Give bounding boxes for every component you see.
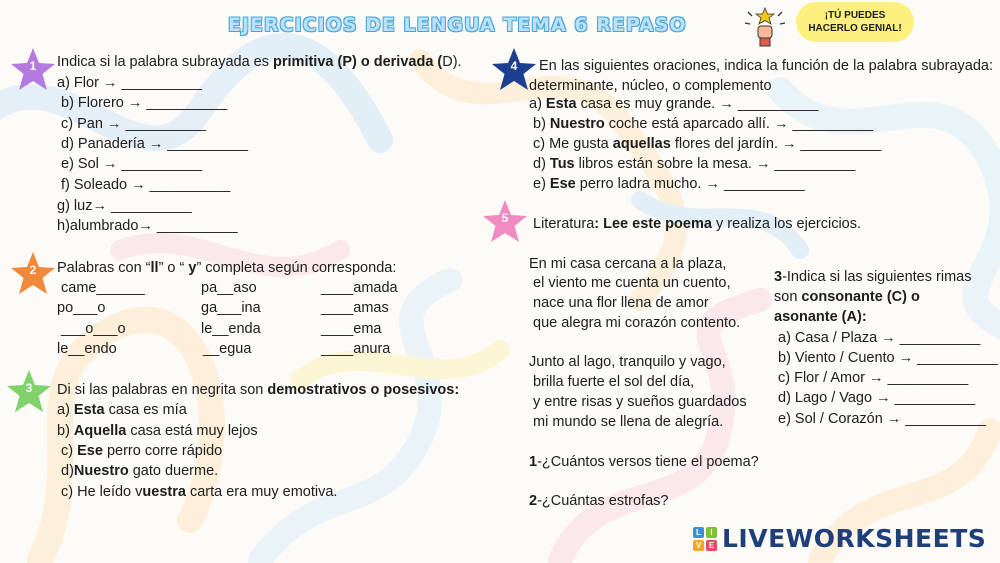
poem-verse: nace una flor llena de amor <box>533 295 709 311</box>
item-bold: aquellas <box>612 136 671 152</box>
word-blank[interactable]: ____amas <box>321 300 389 316</box>
poem-verse: que alegra mi corazón contento. <box>533 315 741 331</box>
item-bold: Ese <box>77 443 103 459</box>
exercise-5-star-icon <box>481 198 529 246</box>
exercise-1-number: 1 <box>29 59 37 73</box>
question-text: -¿Cuántos versos tiene el poema? <box>537 454 759 470</box>
item-text: a) <box>57 402 74 418</box>
question-text: -¿Cuántas estrofas? <box>537 493 669 509</box>
exercise-4-item-d[interactable] <box>533 155 855 173</box>
logo-tile: L <box>693 527 704 538</box>
item-text: gato duerme. <box>128 463 219 479</box>
word-blank[interactable]: po___o <box>57 300 106 316</box>
item-text: casa es muy grande. → __________ <box>576 96 819 112</box>
logo-tile: V <box>693 540 704 551</box>
item-text: libros están sobre la mesa. → __________ <box>574 156 856 172</box>
instruction-bold: : Lee este poema <box>594 216 712 232</box>
question-2[interactable] <box>529 492 668 510</box>
word-blank[interactable]: __egua <box>203 341 252 357</box>
question-bold: asonante (A): <box>774 309 867 325</box>
exercise-3-item-b[interactable] <box>57 422 258 440</box>
question-text: -Indica si las siguientes rimas <box>782 269 972 285</box>
rhyme-item-e[interactable]: e) Sol / Corazón → __________ <box>778 411 986 427</box>
badge-line-2: HACERLO GENIAL! <box>808 23 902 34</box>
exercise-3-item-c[interactable] <box>61 442 222 460</box>
instruction-bold: demostrativos o posesivos: <box>267 382 460 398</box>
item-bold: uestra <box>142 484 186 500</box>
item-bold: Tus <box>549 156 575 172</box>
question-number: 1 <box>529 454 538 470</box>
exercise-1-item-e[interactable]: e) Sol → __________ <box>61 156 203 172</box>
instruction-text: D). <box>442 54 462 70</box>
exercise-3-item-a[interactable] <box>57 401 187 419</box>
instruction-bold: ll <box>150 260 159 276</box>
item-text: c) <box>61 443 78 459</box>
item-bold: Nuestro <box>549 116 605 132</box>
exercise-5-number: 5 <box>501 211 509 225</box>
word-blank[interactable]: came______ <box>61 280 145 296</box>
exercise-1-item-d[interactable]: d) Panadería → __________ <box>61 136 249 152</box>
item-text: d) <box>61 463 74 479</box>
item-text: flores del jardín. → __________ <box>670 136 882 152</box>
poem-verse: brilla fuerte el sol del día, <box>533 374 695 390</box>
rhyme-item-a[interactable]: a) Casa / Plaza → __________ <box>778 330 981 346</box>
exercise-4-item-c[interactable] <box>533 135 881 153</box>
logo-tile: I <box>706 527 717 538</box>
exercise-1-item-c[interactable]: c) Pan → __________ <box>61 116 207 132</box>
question-3-line-3 <box>774 308 867 326</box>
word-blank[interactable]: le__endo <box>57 341 117 357</box>
item-bold: Esta <box>545 96 577 112</box>
poem-verse: Junto al lago, tranquilo y vago, <box>529 354 726 370</box>
exercise-1-item-g[interactable]: g) luz→ __________ <box>57 198 192 214</box>
liveworksheets-logo <box>693 524 986 553</box>
logo-tile: E <box>706 540 717 551</box>
poem-verse: el viento me cuenta un cuento, <box>533 275 731 291</box>
rhyme-item-c[interactable]: c) Flor / Amor → __________ <box>778 370 969 386</box>
question-3-line-2 <box>774 288 920 306</box>
item-text: coche está aparcado allí. → __________ <box>604 116 874 132</box>
exercise-4-instruction: En las siguientes oraciones, indica la función de la palabra subrayada: determinante, núcleo, o complemento <box>529 58 993 94</box>
exercise-2-star-icon <box>9 250 57 298</box>
motivation-badge <box>796 2 914 42</box>
item-text: e) <box>533 176 550 192</box>
exercise-1-item-h[interactable]: h)alumbrado→ __________ <box>57 218 238 234</box>
item-bold: Aquella <box>73 423 127 439</box>
question-bold: consonante (C) o <box>801 289 920 305</box>
poem-verse: y entre risas y sueños guardados <box>533 394 747 410</box>
word-blank[interactable]: ____ema <box>321 321 382 337</box>
question-text: son <box>774 289 802 305</box>
exercise-1-star-icon <box>9 46 57 94</box>
exercise-4-item-b[interactable] <box>533 115 873 133</box>
item-text: a) <box>529 96 546 112</box>
exercise-2-instruction <box>57 259 396 277</box>
item-text: casa está muy lejos <box>126 423 258 439</box>
instruction-text: y realiza los ejercicios. <box>711 216 862 232</box>
item-text: c) Me gusta <box>533 136 613 152</box>
exercise-3-star-icon <box>5 368 53 416</box>
exercise-3-item-e[interactable] <box>61 483 337 501</box>
instruction-bold: y <box>188 260 197 276</box>
logo-tiles <box>693 527 717 551</box>
item-text: perro ladra mucho. → __________ <box>575 176 805 192</box>
exercise-3-number: 3 <box>25 381 33 395</box>
logo-wordmark: LIVEWORKSHEETS <box>722 524 987 553</box>
poem-verse: En mi casa cercana a la plaza, <box>529 256 727 272</box>
exercise-5-instruction <box>533 215 861 233</box>
poem-verse: mi mundo se llena de alegría. <box>533 414 724 430</box>
item-bold: Nuestro <box>73 463 129 479</box>
exercise-4-number: 4 <box>510 59 518 73</box>
item-bold: Ese <box>549 176 576 192</box>
item-text: c) He leído v <box>61 484 143 500</box>
instruction-text: Literatura <box>533 216 595 232</box>
exercise-3-instruction <box>57 381 459 399</box>
rhyme-item-b[interactable]: b) Viento / Cuento → __________ <box>778 350 998 366</box>
instruction-text: ” completa según corresponda: <box>196 260 397 276</box>
question-number: 3 <box>774 269 783 285</box>
item-bold: Esta <box>73 402 105 418</box>
word-blank[interactable]: ____anura <box>321 341 391 357</box>
exercise-1-instruction <box>57 53 462 71</box>
question-number: 2 <box>529 493 538 509</box>
word-blank[interactable]: pa__aso <box>201 280 257 296</box>
item-text: casa es mía <box>104 402 187 418</box>
exercise-1-item-b[interactable]: b) Florero → __________ <box>61 95 228 111</box>
word-blank[interactable]: le__enda <box>201 321 261 337</box>
question-1[interactable] <box>529 453 759 471</box>
item-text: perro corre rápido <box>102 443 223 459</box>
item-text: d) <box>533 156 550 172</box>
exercise-2-number: 2 <box>29 263 37 277</box>
word-blank[interactable]: ga___ina <box>201 300 261 316</box>
trophy-icon <box>744 6 786 48</box>
exercise-3-item-d[interactable] <box>61 462 218 480</box>
item-text: b) <box>533 116 550 132</box>
word-blank[interactable]: ___o___o <box>61 321 126 337</box>
exercise-1-item-a[interactable]: a) Flor → __________ <box>57 75 203 91</box>
instruction-text: ” o “ <box>158 260 189 276</box>
instruction-bold: primitiva (P) o derivada ( <box>273 54 443 70</box>
rhyme-item-d[interactable]: d) Lago / Vago → __________ <box>778 390 976 406</box>
exercise-4-item-a[interactable] <box>529 95 818 113</box>
page-title: EJERCICIOS DE LENGUA TEMA 6 REPASO <box>228 14 687 36</box>
badge-line-1: ¡TÚ PUEDES <box>824 10 886 21</box>
word-blank[interactable]: ____amada <box>321 280 398 296</box>
exercise-4-item-e[interactable] <box>533 175 805 193</box>
item-text: b) <box>57 423 74 439</box>
instruction-text: Palabras con “ <box>57 260 151 276</box>
instruction-text: Indica si la palabra subrayada es <box>57 54 274 70</box>
exercise-1-item-f[interactable]: f) Soleado → __________ <box>61 177 231 193</box>
instruction-text: Di si las palabras en negrita son <box>57 382 268 398</box>
item-text: carta era muy emotiva. <box>185 484 338 500</box>
question-3-line-1 <box>774 268 971 286</box>
